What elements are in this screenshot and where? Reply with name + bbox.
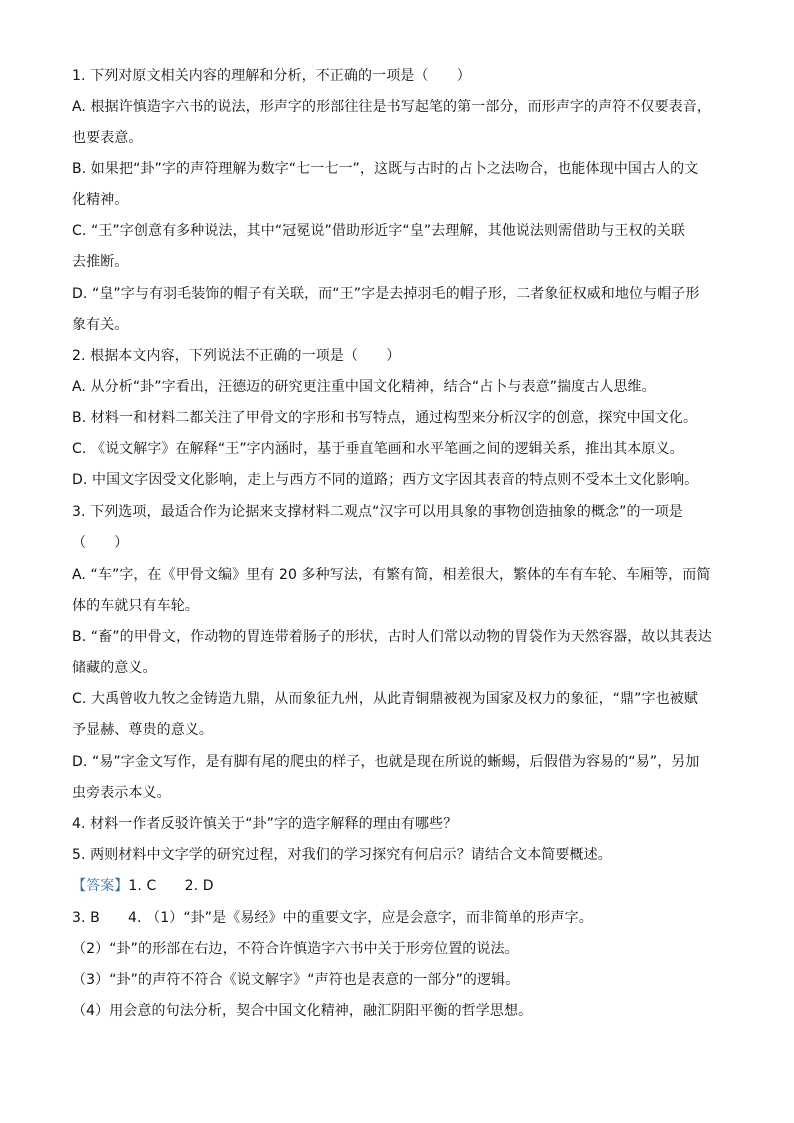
answer-line4: （3）“卦”的声符不符合《说文解字》“声符也是表意的一部分”的逻辑。 xyxy=(72,972,520,988)
q1-option-d-line2: 象有关。 xyxy=(72,317,129,333)
answer-line2: 3. B 4. （1）“卦”是《易经》中的重要文字，应是会意字，而非简单的形声字。 xyxy=(72,910,593,926)
q3-option-a-line2: 体的车就只有车轮。 xyxy=(72,598,199,614)
q3-option-c-line2: 予显赫、尊贵的意义。 xyxy=(72,722,213,738)
q1-stem: 1. 下列对原文相关内容的理解和分析，不正确的一项是（ ） xyxy=(72,68,471,84)
q2-stem: 2. 根据本文内容，下列说法不正确的一项是（ ） xyxy=(72,348,401,364)
q3-option-b-line2: 储藏的意义。 xyxy=(72,660,157,676)
q1-option-a-line1: A. 根据许慎造字六书的说法，形声字的形部往往是书写起笔的第一部分，而形声字的声符不仅要表音， xyxy=(72,99,711,115)
answer-line1 xyxy=(72,876,214,896)
answer-line1-text: 1. C 2. D xyxy=(128,878,214,894)
q2-option-d: D. 中国文字因受文化影响，走上与西方不同的道路；西方文字因其表音的特点则不受本土文化影响。 xyxy=(72,472,699,488)
q3-option-a-line1: A. “车”字，在《甲骨文编》里有 20 多种写法，有繁有简，相差很大，繁体的车有车轮、车厢等，而简 xyxy=(72,567,711,583)
answer-line3: （2）“卦”的形部在右边，不符合许慎造字六书中关于形旁位置的说法。 xyxy=(72,941,519,957)
q1-option-a-line2: 也要表意。 xyxy=(72,130,143,146)
q3-option-b-line1: B. “畜”的甲骨文，作动物的胃连带着肠子的形状，古时人们常以动物的胃袋作为天然容器，故以其表达 xyxy=(72,629,712,645)
answer-line5: （4）用会意的句法分析，契合中国文化精神，融汇阴阳平衡的哲学思想。 xyxy=(72,1003,533,1019)
q1-option-c-line2: 去推断。 xyxy=(72,254,129,270)
q1-option-d-line1: D. “皇”字与有羽毛装饰的帽子有关联，而“王”字是去掉羽毛的帽子形，二者象征权威和地位与帽子形 xyxy=(72,286,700,302)
q1-option-c-line1: C. “王”字创意有多种说法，其中“冠冕说”借助形近字“皇”去理解，其他说法则需借助与王权的关联 xyxy=(72,223,685,239)
q2-option-b: B. 材料一和材料二都关注了甲骨文的字形和书写特点，通过构型来分析汉字的创意，探究中国文化。 xyxy=(72,410,698,426)
q4-stem: 4. 材料一作者反驳许慎关于“卦”字的造字解释的理由有哪些？ xyxy=(72,816,458,832)
q5-stem: 5. 两则材料中文字学的研究过程，对我们的学习探究有何启示？请结合文本简要概述。 xyxy=(72,847,612,863)
q2-option-a: A. 从分析“卦”字看出，汪德迈的研究更注重中国文化精神，结合“占卜与表意”揣度古人思维。 xyxy=(72,379,656,395)
q3-option-c-line1: C. 大禹曾收九牧之金铸造九鼎，从而象征九州，从此青铜鼎被视为国家及权力的象征，“鼎”字也被赋 xyxy=(72,691,698,707)
q3-option-d-line2: 虫旁表示本义。 xyxy=(72,785,171,801)
q3-stem-line2: （ ） xyxy=(72,535,129,551)
q1-option-b-line2: 化精神。 xyxy=(72,192,129,208)
answer-tag: 【答案】 xyxy=(72,878,129,894)
q3-option-d-line1: D. “易”字金文写作，是有脚有尾的爬虫的样子，也就是现在所说的蜥蜴，后假借为容易的“易”，另加 xyxy=(72,754,700,770)
q2-option-c: C. 《说文解字》在解释“王”字内涵时，基于垂直笔画和水平笔画之间的逻辑关系，推出其本原义。 xyxy=(72,441,684,457)
q3-stem-line1: 3. 下列选项，最适合作为论据来支撑材料二观点“汉字可以用具象的事物创造抽象的概念”的一项是 xyxy=(72,504,683,520)
q1-option-b-line1: B. 如果把“卦”字的声符理解为数字“七一七一”，这既与古时的占卜之法吻合，也能体现中国古人的文 xyxy=(72,161,699,177)
